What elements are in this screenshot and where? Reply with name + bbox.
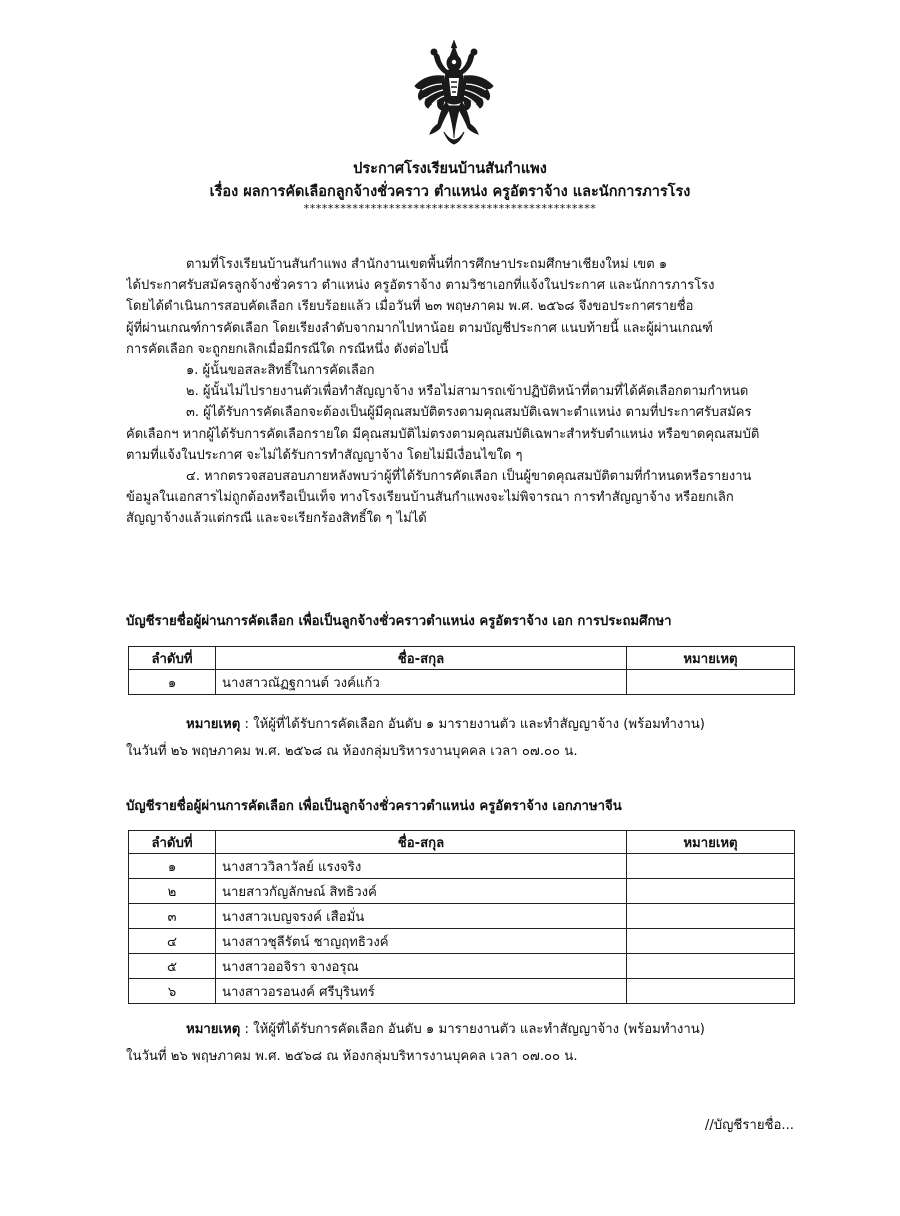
table-header-row (129, 647, 795, 670)
rank-cell: ๓ (129, 904, 216, 929)
body-line: การคัดเลือก จะถูกยกเลิกเมื่อมีกรณีใด กรณีหนึ่ง ดังต่อไปนี้ (126, 341, 449, 357)
table-row (129, 929, 795, 954)
body-line: คัดเลือกฯ หากผู้ได้รับการคัดเลือกรายใด มีคุณสมบัติไม่ตรงตามคุณสมบัติเฉพาะสำหรับตำแหน่ง หรือขาดคุณสมบัติ (126, 426, 760, 442)
name-cell: นางสาวอรอนงค์ ศรีบุรินทร์ (216, 979, 627, 1004)
column-header-rank: ลำดับที่ (129, 647, 216, 670)
name-cell: นางสาวออจิรา จางอรุณ (216, 954, 627, 979)
note-text: : ให้ผู้ที่ได้รับการคัดเลือก อันดับ ๑ มารายงานตัว และทำสัญญาจ้าง (พร้อมทำงาน) (240, 717, 705, 732)
section1-note (126, 711, 798, 765)
body-line: ได้ประกาศรับสมัครลูกจ้างชั่วคราว ตำแหน่ง ครูอัตราจ้าง ตามวิชาเอกที่แจ้งในประกาศ และนักการภารโรง (126, 278, 715, 294)
remark-cell (627, 879, 795, 904)
name-cell: นายสาวกัญลักษณ์ สิทธิวงค์ (216, 879, 627, 904)
condition-item-4: ๔. หากตรวจสอบสอบภายหลังพบว่าผู้ที่ได้รับการคัดเลือก เป็นผู้ขาดคุณสมบัติตามที่กำหนดหรือรายงาน (186, 469, 752, 485)
section-title-chinese: บัญชีรายชื่อผู้ผ่านการคัดเลือก เพื่อเป็นลูกจ้างชั่วคราวตำแหน่ง ครูอัตราจ้าง เอกภาษาจีน (126, 799, 622, 814)
note-label: หมายเหตุ (186, 717, 241, 732)
column-header-remark: หมายเหตุ (627, 647, 795, 670)
condition-item-1: ๑. ผู้นั้นขอสละสิทธิ์ในการคัดเลือก (186, 363, 375, 379)
rank-cell: ๖ (129, 979, 216, 1004)
title-divider: ************************************************ (303, 202, 597, 215)
section2-note (126, 1016, 798, 1070)
body-line: ผู้ที่ผ่านเกณฑ์การคัดเลือก โดยเรียงลำดับจากมากไปหาน้อย ตามบัญชีประกาศ แนบท้ายนี้ และผู้ผ่านเกณฑ์ (126, 320, 713, 336)
body-line: ข้อมูลในเอกสารไม่ถูกต้องหรือเป็นเท็จ ทางโรงเรียนบ้านสันกำแพงจะไม่พิจารณา การทำสัญญาจ้าง หรือยกเลิก (126, 490, 734, 506)
remark-cell (627, 979, 795, 1004)
table-row (129, 979, 795, 1004)
table-row (129, 954, 795, 979)
column-header-name: ชื่อ-สกุล (216, 647, 627, 670)
name-cell: นางสาวชุลีรัตน์ ชาญฤทธิวงค์ (216, 929, 627, 954)
note-text: : ให้ผู้ที่ได้รับการคัดเลือก อันดับ ๑ มารายงานตัว และทำสัญญาจ้าง (พร้อมทำงาน) (240, 1022, 705, 1037)
column-header-remark: หมายเหตุ (627, 831, 795, 854)
continued-marker: //บัญชีรายชื่อ... (704, 1118, 794, 1133)
table-row (129, 879, 795, 904)
table-header-row (129, 831, 795, 854)
table-row (129, 854, 795, 879)
rank-cell: ๔ (129, 929, 216, 954)
results-table-chinese (128, 830, 795, 1004)
remark-cell (627, 854, 795, 879)
condition-item-2: ๒. ผู้นั้นไม่ไปรายงานตัวเพื่อทำสัญญาจ้าง หรือไม่สามารถเข้าปฏิบัติหน้าที่ตามที่ได้คัดเลือกตามกำหนด (186, 384, 749, 400)
body-line: ตามที่โรงเรียนบ้านสันกำแพง สำนักงานเขตพื้นที่การศึกษาประถมศึกษาเชียงใหม่ เขต ๑ (186, 257, 668, 272)
body-line: โดยได้ดำเนินการสอบคัดเลือก เรียบร้อยแล้ว เมื่อวันที่ ๒๓ พฤษภาคม พ.ศ. ๒๕๖๘ จึงขอประกาศรายชื่อ (126, 299, 694, 315)
note-label: หมายเหตุ (186, 1022, 241, 1037)
body-line: สัญญาจ้างแล้วแต่กรณี และจะเรียกร้องสิทธิ์ใด ๆ ไม่ได้ (126, 511, 427, 527)
table-row (129, 904, 795, 929)
document-title: ประกาศโรงเรียนบ้านสันกำแพง (353, 161, 547, 177)
results-table-primary-education (128, 646, 795, 695)
announcement-body (126, 254, 796, 530)
table-row (129, 670, 795, 695)
rank-cell: ๑ (129, 854, 216, 879)
body-line: ตามที่แจ้งในประกาศ จะไม่ได้รับการทำสัญญาจ้าง โดยไม่มีเงื่อนไขใด ๆ (126, 447, 523, 463)
column-header-name: ชื่อ-สกุล (216, 831, 627, 854)
rank-cell: ๕ (129, 954, 216, 979)
note-text: ในวันที่ ๒๖ พฤษภาคม พ.ศ. ๒๕๖๘ ณ ห้องกลุ่มบริหารงานบุคคล เวลา ๐๗.๐๐ น. (126, 744, 578, 759)
rank-cell: ๒ (129, 879, 216, 904)
remark-cell (627, 954, 795, 979)
column-header-rank: ลำดับที่ (129, 831, 216, 854)
remark-cell (627, 904, 795, 929)
name-cell: นางสาวณัฏฐกานต์ วงค์แก้ว (216, 670, 627, 695)
document-subject: เรื่อง ผลการคัดเลือกลูกจ้างชั่วคราว ตำแหน่ง ครูอัตราจ้าง และนักการภารโรง (209, 184, 691, 200)
condition-item-3: ๓. ผู้ได้รับการคัดเลือกจะต้องเป็นผู้มีคุณสมบัติตรงตามคุณสมบัติเฉพาะตำแหน่ง ตามที่ประกาศรับสมัคร (186, 405, 752, 421)
section-title-primary-education: บัญชีรายชื่อผู้ผ่านการคัดเลือก เพื่อเป็นลูกจ้างชั่วคราวตำแหน่ง ครูอัตราจ้าง เอก การประถมศึกษา (126, 614, 672, 629)
name-cell: นางสาววิลาวัลย์ แรงจริง (216, 854, 627, 879)
rank-cell: ๑ (129, 670, 216, 695)
remark-cell (627, 670, 795, 695)
name-cell: นางสาวเบญจรงค์ เสือมั่น (216, 904, 627, 929)
remark-cell (627, 929, 795, 954)
note-text: ในวันที่ ๒๖ พฤษภาคม พ.ศ. ๒๕๖๘ ณ ห้องกลุ่มบริหารงานบุคคล เวลา ๐๗.๐๐ น. (126, 1049, 578, 1064)
garuda-emblem (412, 38, 496, 150)
